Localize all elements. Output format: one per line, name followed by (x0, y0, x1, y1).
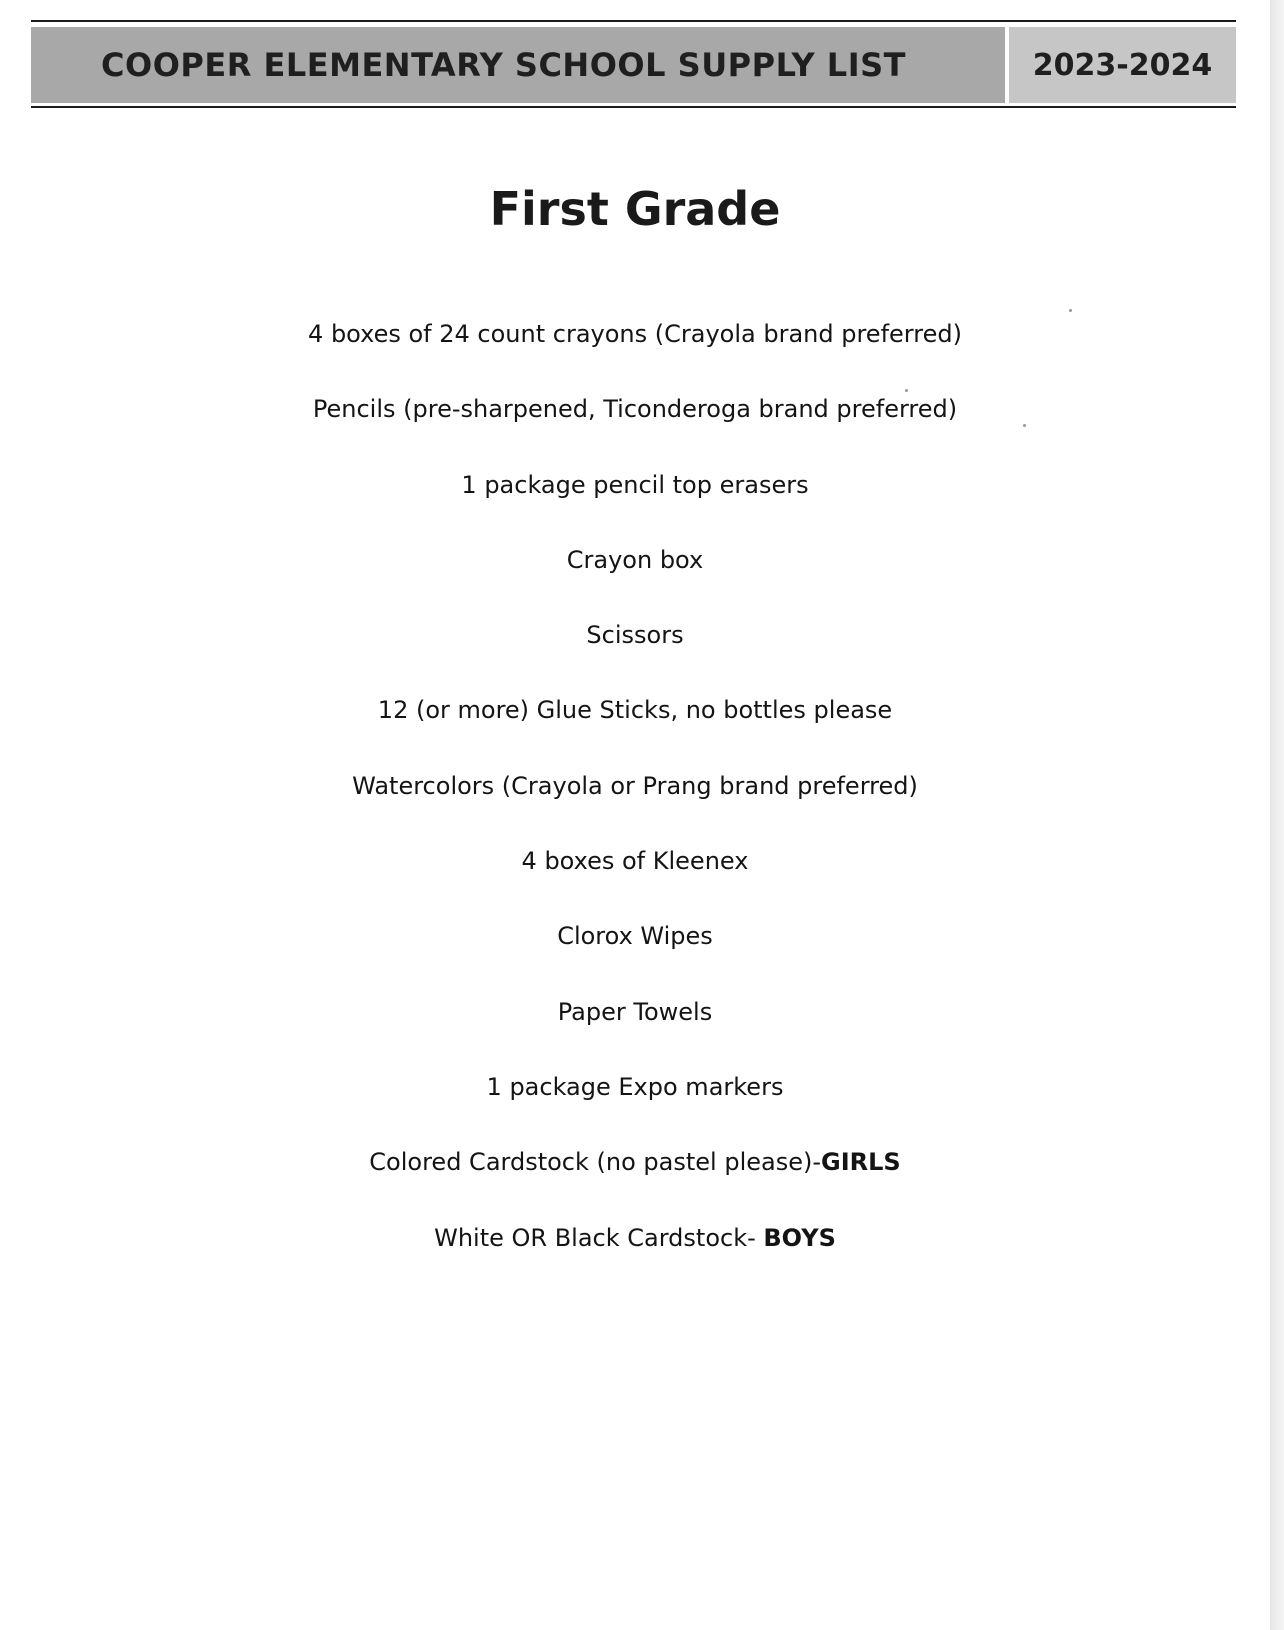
grade-title: First Grade (489, 182, 781, 236)
supply-item-girls (0, 1148, 1270, 1223)
header-year-cell (1009, 27, 1236, 103)
supply-item-text: Watercolors (Crayola or Prang brand preferred) (352, 771, 918, 800)
supply-item (0, 998, 1270, 1073)
supply-item-text: 4 boxes of 24 count crayons (Crayola brand preferred) (308, 320, 962, 348)
supply-item-text: White OR Black Cardstock- (434, 1223, 764, 1252)
supply-item-boys (0, 1224, 1270, 1299)
supply-item (0, 922, 1270, 997)
supply-item-text: 1 package Expo markers (486, 1072, 784, 1101)
supply-list (0, 320, 1270, 1299)
supply-item-text: Crayon box (566, 545, 704, 574)
supply-item-text: 12 (or more) Glue Sticks, no bottles please (377, 696, 893, 725)
school-title: COOPER ELEMENTARY SCHOOL SUPPLY LIST (101, 46, 906, 84)
supply-item (0, 320, 1270, 395)
scan-speck (1023, 424, 1026, 427)
supply-item-text: 1 package pencil top erasers (461, 470, 809, 499)
supply-item (0, 395, 1270, 470)
supply-item-text: Colored Cardstock (no pastel please)- (369, 1148, 821, 1177)
audience-label-girls: GIRLS (821, 1148, 901, 1177)
supply-item-text: 4 boxes of Kleenex (521, 847, 749, 876)
supply-item (0, 471, 1270, 546)
header-banner (31, 27, 1236, 103)
school-year: 2023-2024 (1032, 47, 1213, 83)
supply-item (0, 772, 1270, 847)
scan-speck (905, 389, 908, 392)
supply-item-text: Pencils (pre-sharpened, Ticonderoga brand preferred) (312, 395, 958, 424)
supply-item (0, 847, 1270, 922)
audience-label-boys: BOYS (763, 1223, 836, 1252)
supply-item-text: Clorox Wipes (557, 922, 713, 951)
page-edge-shadow (1270, 0, 1284, 1630)
header-bottom-rule (31, 106, 1236, 108)
header-top-rule (31, 20, 1236, 22)
supply-item (0, 1073, 1270, 1148)
supply-item (0, 696, 1270, 771)
header-title-cell (31, 27, 1009, 103)
supply-item-text: Paper Towels (557, 997, 713, 1026)
supply-item-text: Scissors (586, 621, 684, 650)
supply-item (0, 546, 1270, 621)
supply-item (0, 621, 1270, 696)
scan-speck (1069, 309, 1072, 312)
